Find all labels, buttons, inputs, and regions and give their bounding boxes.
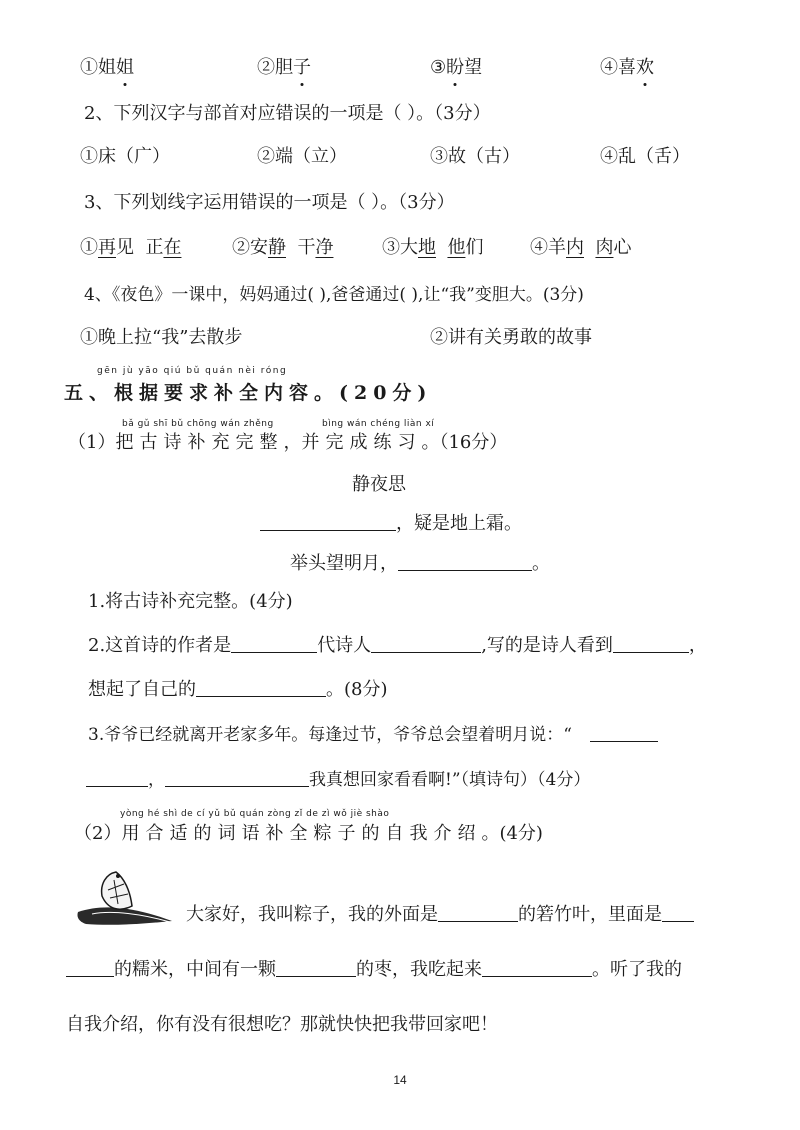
zongzi-blank-1[interactable] — [438, 903, 518, 922]
q3-option-b: ②安静 干净 — [232, 237, 334, 258]
task-2: 2.这首诗的作者是 代诗人 ,写的是诗人看到 ， — [88, 635, 707, 656]
zongzi-blank-3[interactable] — [276, 958, 356, 977]
task-2-cont: 想起了自己的 。(8分) — [88, 679, 388, 700]
q3-option-c: ③大地 他们 — [382, 237, 484, 258]
q2-text: 2、下列汉字与部首对应错误的一项是（ ）。（3分） — [84, 103, 491, 124]
zongzi-blank-2b[interactable] — [66, 958, 114, 977]
q1-option-a: ①姐姐 — [80, 57, 134, 78]
zongzi-line-3: 自我介绍，你有没有很想吃？那就快快把我带回家吧！ — [66, 1014, 498, 1035]
q4-text: 4、《夜色》一课中，妈妈通过( ),爸爸通过( ),让“我”变胆大。(3分) — [84, 285, 584, 305]
poem-line-2-blank[interactable] — [398, 552, 532, 571]
zongzi-illustration — [72, 866, 184, 930]
task-1: 1.将古诗补充完整。(4分) — [88, 591, 293, 612]
q4-option-a: ①晚上拉“我”去散步 — [80, 327, 243, 348]
part1-pinyin-a: bǎ gǔ shī bǔ chōng wán zhěng — [122, 419, 274, 429]
task-3-blank-b[interactable] — [86, 768, 148, 787]
q2-option-c: ③故（古） — [430, 146, 520, 167]
q4-option-b: ②讲有关勇敢的故事 — [430, 327, 592, 348]
part1-pinyin-b: bìng wán chéng liàn xí — [322, 419, 435, 429]
zongzi-blank-2a[interactable] — [662, 903, 694, 922]
task-3-cont: ， 我真想回家看看啊!”（填诗句）（4分） — [86, 768, 590, 792]
q1-option-c: ③盼望 — [430, 57, 483, 78]
q3-option-a: ①再见 正在 — [80, 237, 182, 258]
q1-option-b: ②胆子 — [257, 57, 311, 78]
part2-heading: （2）用合适的词语补全粽子的自我介绍。(4分) — [74, 823, 543, 844]
poem-line-1-blank[interactable] — [260, 512, 396, 531]
poem-title: 静夜思 — [352, 474, 406, 495]
task-3: 3.爷爷已经就离开老家多年。每逢过节，爷爷总会望着明月说：“ — [88, 723, 658, 747]
section5-title: 五、根据要求补全内容。(20分) — [64, 382, 433, 404]
part2-pinyin: yòng hé shì de cí yǔ bǔ quán zòng zǐ de zì wǒ jiè shào — [120, 809, 390, 819]
part1-heading: （1）把古诗补充完整，并完成练习。（16分） — [68, 432, 508, 453]
q3-text: 3、下列划线字运用错误的一项是（ ）。（3分） — [84, 192, 455, 213]
q2-option-b: ②端（立） — [257, 146, 347, 167]
zongzi-line-1: 大家好，我叫粽子，我的外面是 的箬竹叶，里面是 — [186, 903, 694, 927]
q2-option-a: ①床（广） — [80, 146, 170, 167]
q2-option-d: ④乱（舌） — [600, 146, 690, 167]
task-3-blank-a[interactable] — [590, 723, 658, 742]
zongzi-blank-4[interactable] — [482, 958, 592, 977]
task-2-memory-blank[interactable] — [196, 678, 326, 697]
zongzi-line-2: 的糯米，中间有一颗 的枣，我吃起来 。听了我的 — [66, 958, 682, 982]
task-2-dynasty-blank[interactable] — [231, 634, 317, 653]
task-2-poet-blank[interactable] — [371, 634, 481, 653]
page-number: 14 — [393, 1073, 407, 1087]
task-3-blank-c[interactable] — [165, 768, 309, 787]
task-2-sight-blank[interactable] — [613, 634, 689, 653]
section5-pinyin: gēn jù yāo qiú bǔ quán nèi róng — [97, 366, 288, 376]
poem-line-2: 举头望明月， 。 — [290, 553, 550, 574]
poem-line-1: ，疑是地上霜。 — [260, 512, 522, 536]
q1-option-d: ④喜欢 — [600, 57, 654, 78]
q3-option-d: ④羊内 肉心 — [530, 237, 632, 258]
